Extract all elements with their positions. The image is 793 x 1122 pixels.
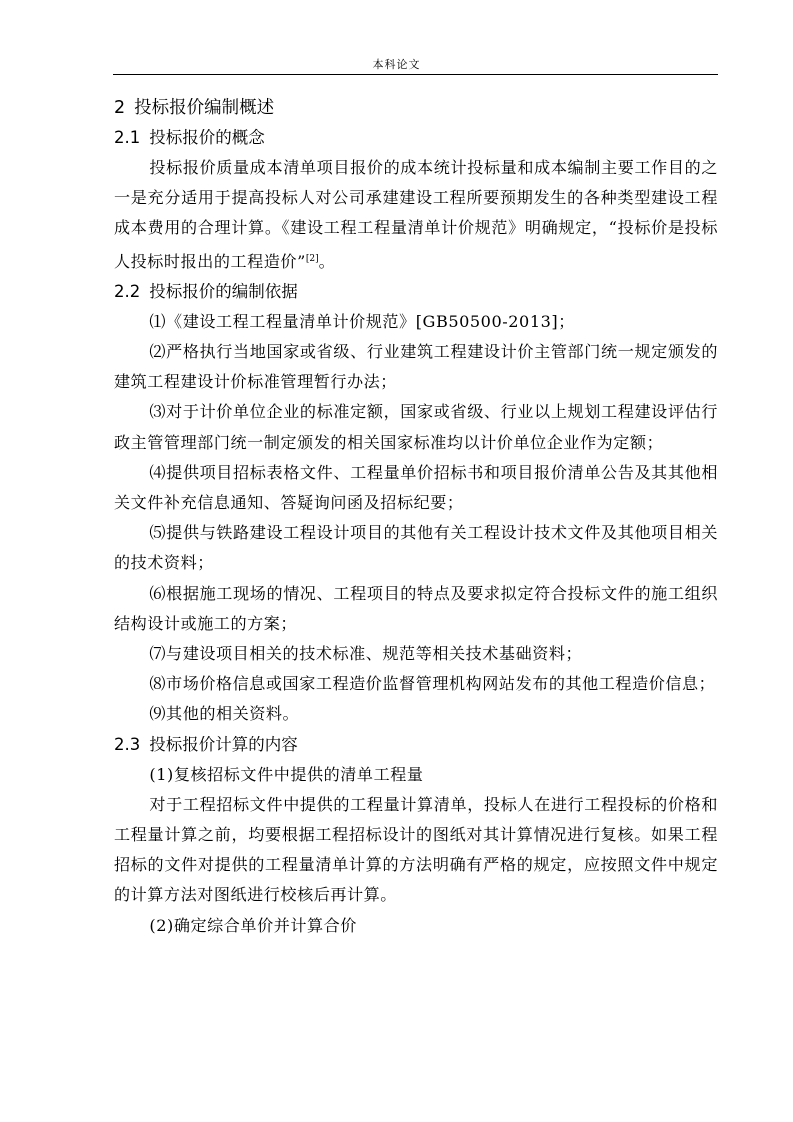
paragraph-end: 。 bbox=[318, 251, 336, 271]
subsection-title: 投标报价计算的内容 bbox=[149, 734, 298, 754]
list-item: ⑶对于计价单位企业的标准定额，国家或省级、行业以上规划工程建设评估行政主管管理部门统一制定颁发的相关国家标准均以计价单位企业作为定额； bbox=[114, 402, 718, 452]
sub-heading-2: (2)确定综合单价并计算合价 bbox=[149, 915, 357, 935]
subsection-title: 投标报价的编制依据 bbox=[149, 281, 298, 301]
subsection-title: 投标报价的概念 bbox=[149, 128, 265, 147]
header-rule bbox=[113, 74, 718, 75]
list-item: ⑼其他的相关资料。 bbox=[149, 704, 300, 724]
section-title: 投标报价编制概述 bbox=[134, 98, 275, 118]
list-item: ⑹根据施工现场的情况、工程项目的特点及要求拟定符合投标文件的施工组织结构设计或施工的方案； bbox=[114, 583, 718, 633]
subsection-heading-2-3 bbox=[114, 730, 718, 760]
list-item: ⑴《建设工程工程量清单计价规范》[GB50500-2013]； bbox=[149, 311, 575, 331]
list-item: ⑸提供与铁路建设工程设计项目的其他有关工程设计技术文件及其他项目相关的技术资料； bbox=[114, 523, 718, 573]
page-content bbox=[114, 93, 718, 941]
subsection-number: 2.2 bbox=[114, 281, 141, 301]
subsection-heading-2-2 bbox=[114, 277, 718, 307]
subsection-number: 2.1 bbox=[114, 128, 141, 147]
subsection-number: 2.3 bbox=[114, 734, 141, 754]
paragraph-text: 投标报价质量成本清单项目报价的成本统计投标量和成本编制主要工作目的之一是充分适用于提高投标人对公司承建建设工程所要预期发生的各种类型建设工程成本费用的合理计算。《建设工程工程量清单计价规范》明确规定，“投标价是投标人投标时报出的工程造价” bbox=[114, 158, 718, 271]
running-header: 本科论文 bbox=[372, 58, 421, 71]
list-item: ⑺与建设项目相关的技术标准、规范等相关技术基础资料； bbox=[149, 644, 583, 664]
list-item: ⑻市场价格信息或国家工程造价监督管理机构网站发布的其他工程造价信息； bbox=[149, 674, 716, 694]
paragraph-2-3: 对于工程招标文件中提供的工程量计算清单，投标人在进行工程投标的价格和工程量计算之前，均要根据工程招标设计的图纸对其计算情况进行复核。如果工程招标的文件对提供的工程量清单计算的方法明确有严格的规定，应按照文件中规定的计算方法对图纸进行校核后再计算。 bbox=[114, 794, 718, 905]
list-item: ⑷提供项目招标表格文件、工程量单价招标书和项目报价清单公告及其其他相关文件补充信息通知、答疑询问函及招标纪要； bbox=[114, 462, 718, 513]
section-number: 2 bbox=[114, 98, 126, 118]
section-heading-2 bbox=[114, 93, 718, 123]
paragraph-2-1 bbox=[114, 153, 718, 277]
subsection-heading-2-1 bbox=[114, 123, 718, 153]
citation: [2] bbox=[305, 253, 319, 264]
sub-heading-1: (1)复核招标文件中提供的清单工程量 bbox=[149, 764, 424, 784]
list-item: ⑵严格执行当地国家或省级、行业建筑工程建设计价主管部门统一规定颁发的建筑工程建设计价标准管理暂行办法； bbox=[114, 342, 718, 392]
